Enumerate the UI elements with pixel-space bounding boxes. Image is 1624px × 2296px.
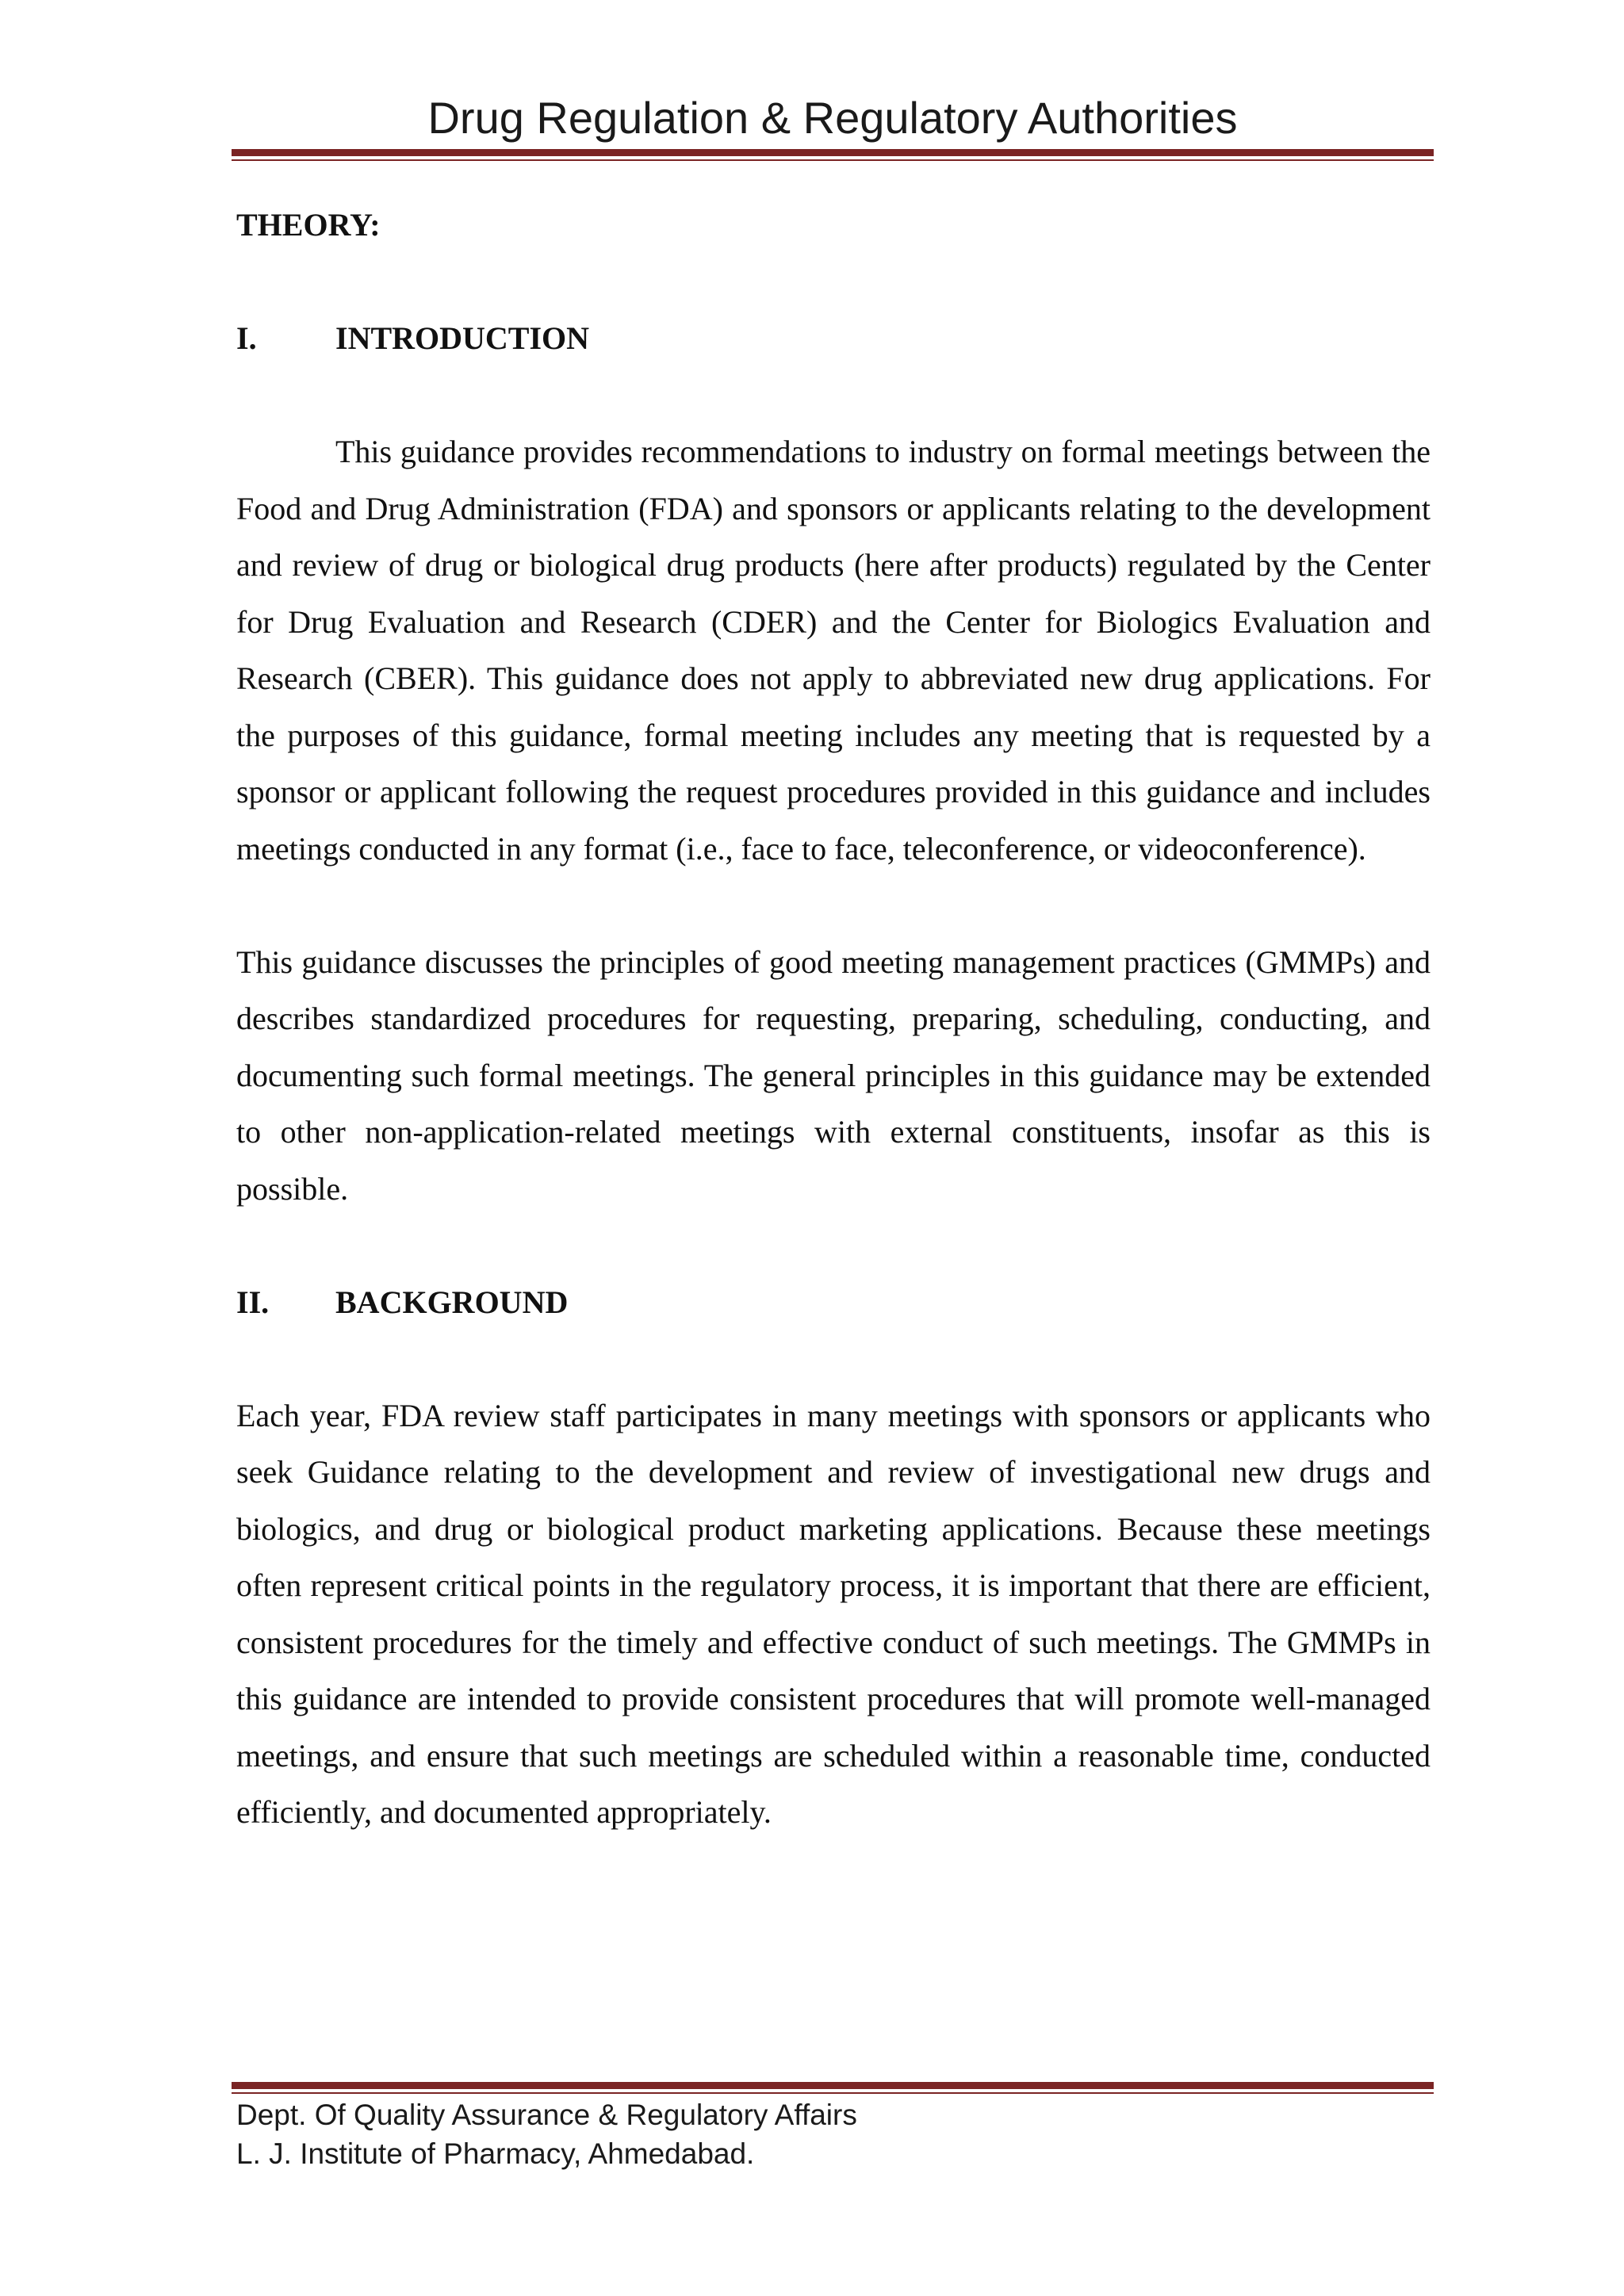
page-header-title: Drug Regulation & Regulatory Authorities	[427, 93, 1238, 143]
section-heading-background	[236, 1274, 1431, 1331]
footer-department: Dept. Of Quality Assurance & Regulatory Affairs	[236, 2099, 857, 2131]
background-paragraph-1: Each year, FDA review staff participates in many meetings with sponsors or applicants who seek Guidance relating to the development and review of investigational new drugs and biologics, and drug or biological product marketing applications. Because these meetings often represent critical points in the regulatory process, it is important that there are efficient, consistent procedures for the timely and effective conduct of such meetings. The GMMPs in this guidance are intended to provide consistent procedures that will promote well-managed meetings, and ensure that such meetings are scheduled within a reasonable time, conducted efficiently, and documented appropriately.	[236, 1397, 1431, 1830]
section-title: INTRODUCTION	[335, 320, 590, 356]
header-divider	[232, 149, 1434, 161]
section-heading-introduction	[236, 310, 1431, 367]
section-number: I.	[236, 320, 257, 356]
intro-paragraph-2: This guidance discusses the principles of good meeting management practices (GMMPs) and describes standardized procedures for requesting, preparing, scheduling, conducting, and documenting such formal meetings. The general principles in this guidance may be extended to other non-application-related meetings with external constituents, insofar as this is possible.	[236, 943, 1431, 1207]
page-footer	[236, 2095, 857, 2173]
theory-label: THEORY:	[236, 207, 381, 243]
document-body	[236, 197, 1431, 1841]
footer-institute: L. J. Institute of Pharmacy, Ahmedabad.	[236, 2137, 755, 2170]
intro-paragraph-1: This guidance provides recommendations to industry on formal meetings between the Food and Drug Administration (FDA) and sponsors or applicants relating to the development and review of drug or biological drug products (here after products) regulated by the Center for Drug Evaluation and Research (CDER) and the Center for Biologics Evaluation and Research (CBER). This guidance does not apply to abbreviated new drug applications. For the purposes of this guidance, formal meeting includes any meeting that is requested by a sponsor or applicant following the request procedures provided in this guidance and includes meetings conducted in any format (i.e., face to face, teleconference, or videoconference).	[236, 434, 1431, 867]
section-number: II.	[236, 1284, 270, 1320]
footer-divider	[232, 2082, 1434, 2094]
section-title: BACKGROUND	[335, 1284, 569, 1320]
